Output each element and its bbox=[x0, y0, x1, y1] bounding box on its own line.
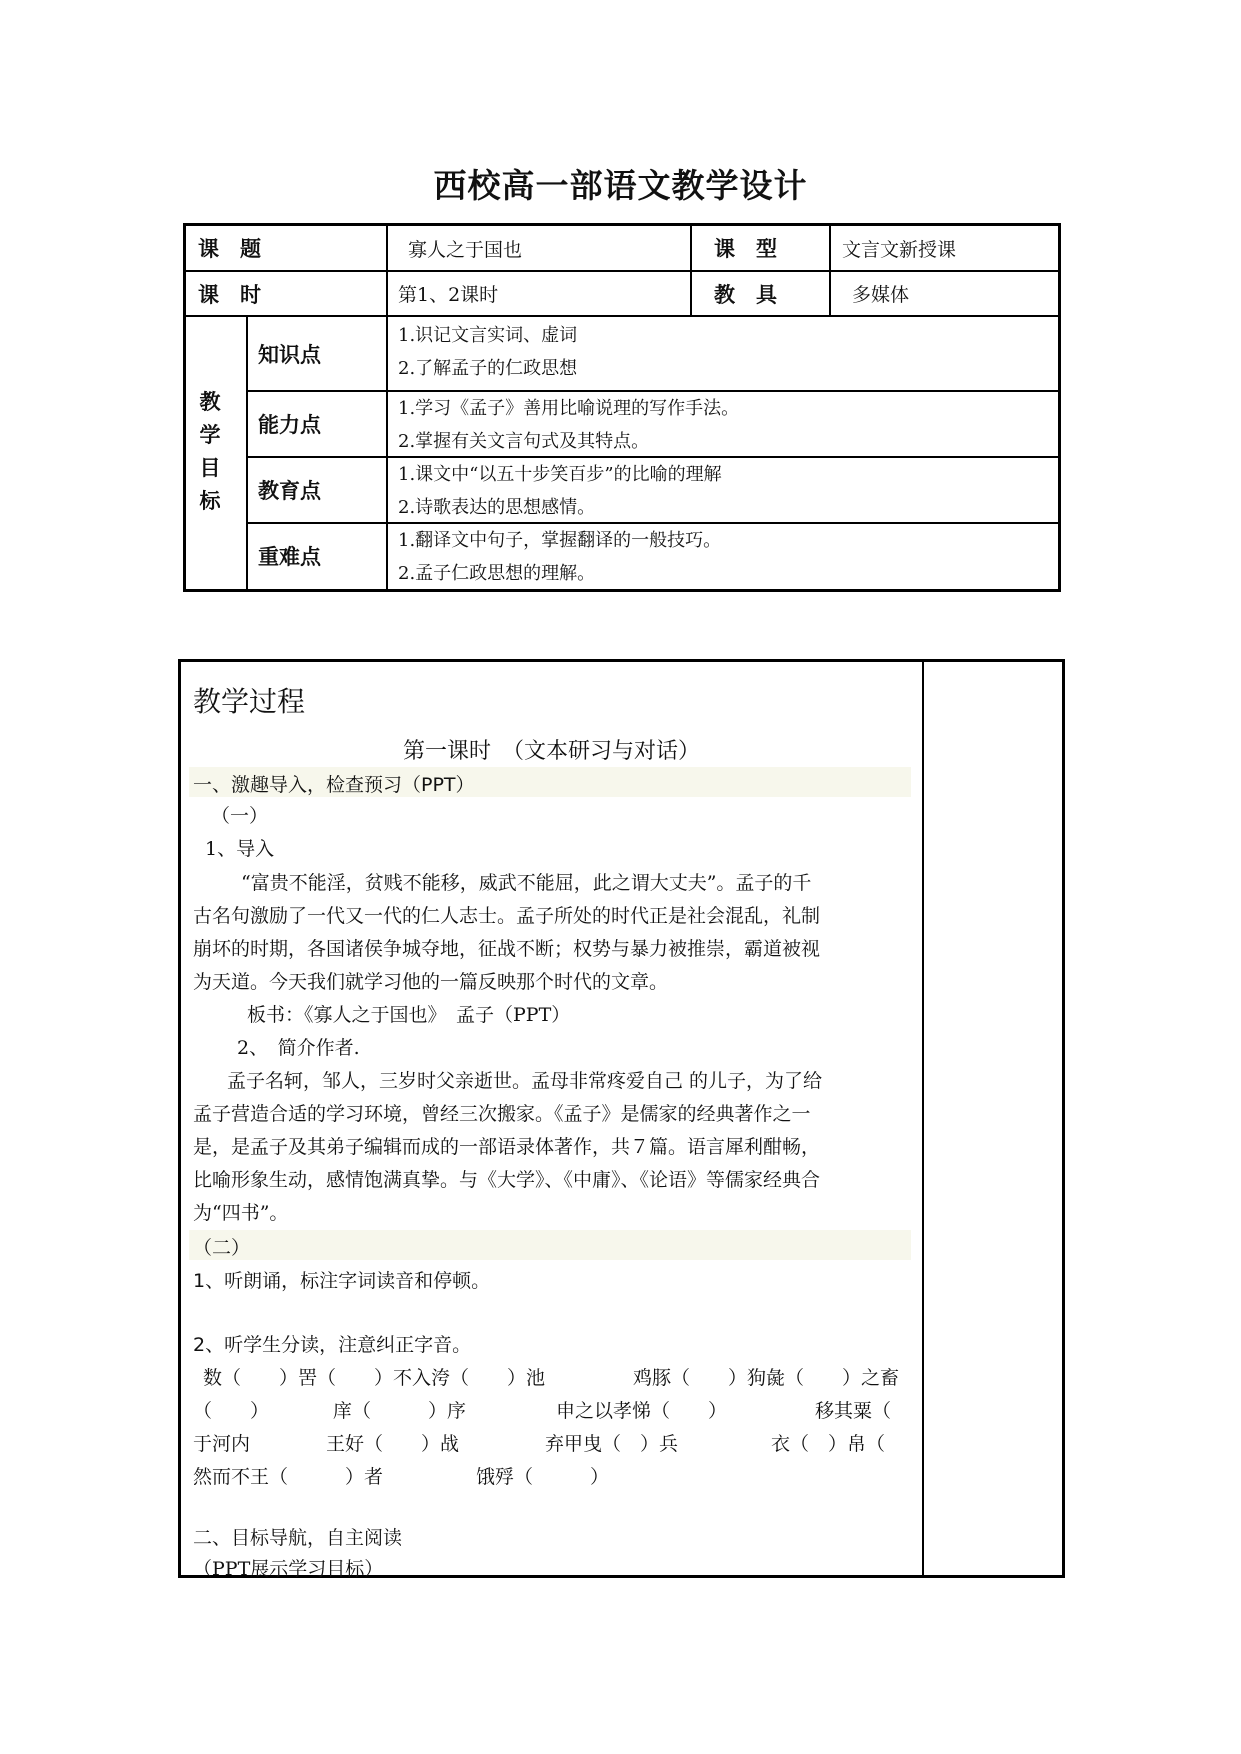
goal-label-keypoints: 重难点 bbox=[258, 545, 321, 569]
lesson-info-table bbox=[183, 223, 1061, 592]
tools-value: 多媒体 bbox=[852, 284, 910, 306]
type-value: 文言文新授课 bbox=[842, 238, 957, 261]
pron-item: 王好（ ）战 bbox=[326, 1433, 460, 1455]
section-2-heading: 二、目标导航，自主阅读 bbox=[193, 1527, 403, 1549]
board-note: 板书：《寡人之于国也》 孟子（PPT） bbox=[247, 1004, 571, 1026]
goal-content-ability: 1.学习《孟子》善用比喻说理的写作手法。 2.掌握有关文言句式及其特点。 bbox=[398, 398, 740, 452]
intro-line: 为天道。今天我们就学习他的一篇反映那个时代的文章。 bbox=[193, 971, 669, 993]
goal-content-knowledge: 1.识记文言实词、虚词 2.了解孟子的仁政思想 bbox=[398, 325, 578, 379]
goal-label-knowledge: 知识点 bbox=[258, 342, 321, 367]
hours-value: 第1、2课时 bbox=[398, 284, 499, 306]
goals-label: 教 学 目 标 bbox=[199, 390, 221, 513]
author-line: 比喻形象生动，感情饱满真挚。与《大学》、《中庸》、《论语》等儒家经典合 bbox=[193, 1169, 821, 1191]
pron-item: 于河内 bbox=[193, 1433, 251, 1455]
teaching-process-table bbox=[178, 659, 1065, 1578]
intro-heading: 1、导入 bbox=[205, 838, 275, 860]
author-line: 孟子名轲，邹人，三岁时父亲逝世。孟母非常疼爱自己 的儿子，为了给 bbox=[227, 1070, 823, 1092]
pron-item: 庠（ ）序 bbox=[333, 1400, 467, 1422]
goal-content-education: 1.课文中“以五十步笑百步”的比喻的理解 2.诗歌表达的思想感情。 bbox=[398, 464, 722, 518]
intro-line: 古名句激励了一代又一代的仁人志士。孟子所处的时代正是社会混乱，礼制 bbox=[193, 905, 821, 927]
pron-item: 数（ ）罟（ ）不入洿（ ）池 bbox=[203, 1367, 546, 1389]
part-1-label: （一） bbox=[211, 805, 269, 827]
tools-label: 教 具 bbox=[714, 282, 777, 307]
process-title: 教学过程 bbox=[193, 685, 306, 718]
pron-item: 移其粟（ bbox=[815, 1400, 892, 1422]
pron-item: （ ） bbox=[193, 1400, 270, 1422]
pron-item: 然而不王（ ）者 bbox=[193, 1466, 384, 1488]
goal-label-education: 教育点 bbox=[258, 479, 321, 503]
hours-label: 课 时 bbox=[198, 282, 261, 307]
intro-line: 崩坏的时期，各国诸侯争城夺地，征战不断；权势与暴力被推崇，霸道被视 bbox=[193, 938, 821, 960]
document-title: 西校高一部语文教学设计 bbox=[433, 166, 808, 205]
pron-item: 申之以孝悌（ ） bbox=[556, 1400, 728, 1422]
listen-item-2: 2、听学生分读，注意纠正字音。 bbox=[193, 1334, 472, 1356]
pron-item: 弃甲曳（ ）兵 bbox=[545, 1433, 679, 1455]
goal-content-keypoints: 1.翻译文中句子，掌握翻译的一般技巧。 2.孟子仁政思想的理解。 bbox=[398, 530, 722, 584]
pron-item: 饿殍（ ） bbox=[476, 1466, 610, 1488]
goal-label-ability: 能力点 bbox=[258, 413, 321, 437]
author-line: 是，是孟子及其弟子编辑而成的一部语录体著作，共７篇。语言犀利酣畅， bbox=[193, 1136, 821, 1158]
section-2-note: （PPT展示学习目标） bbox=[193, 1558, 384, 1580]
listen-item-1: 1、听朗诵，标注字词读音和停顿。 bbox=[193, 1270, 491, 1292]
section-1-heading: 一、激趣导入，检查预习（PPT） bbox=[193, 774, 475, 796]
topic-label: 课 题 bbox=[198, 237, 261, 261]
topic-value: 寡人之于国也 bbox=[408, 238, 523, 261]
author-line: 为“四书”。 bbox=[193, 1202, 289, 1224]
author-heading: 2、 简介作者. bbox=[237, 1037, 360, 1059]
pron-item: 衣（ ）帛（ bbox=[771, 1433, 886, 1455]
session-heading: 第一课时 （文本研习与对话） bbox=[402, 739, 700, 764]
author-line: 孟子营造合适的学习环境，曾经三次搬家。《孟子》是儒家的经典著作之一 bbox=[193, 1103, 811, 1125]
type-label: 课 型 bbox=[714, 237, 777, 261]
intro-line: “富贵不能淫，贫贱不能移，威武不能屈，此之谓大丈夫”。孟子的千 bbox=[241, 872, 812, 894]
part-2-label: （二） bbox=[193, 1237, 251, 1259]
pron-item: 鸡豚（ ）狗彘（ ）之畜 bbox=[633, 1367, 900, 1389]
